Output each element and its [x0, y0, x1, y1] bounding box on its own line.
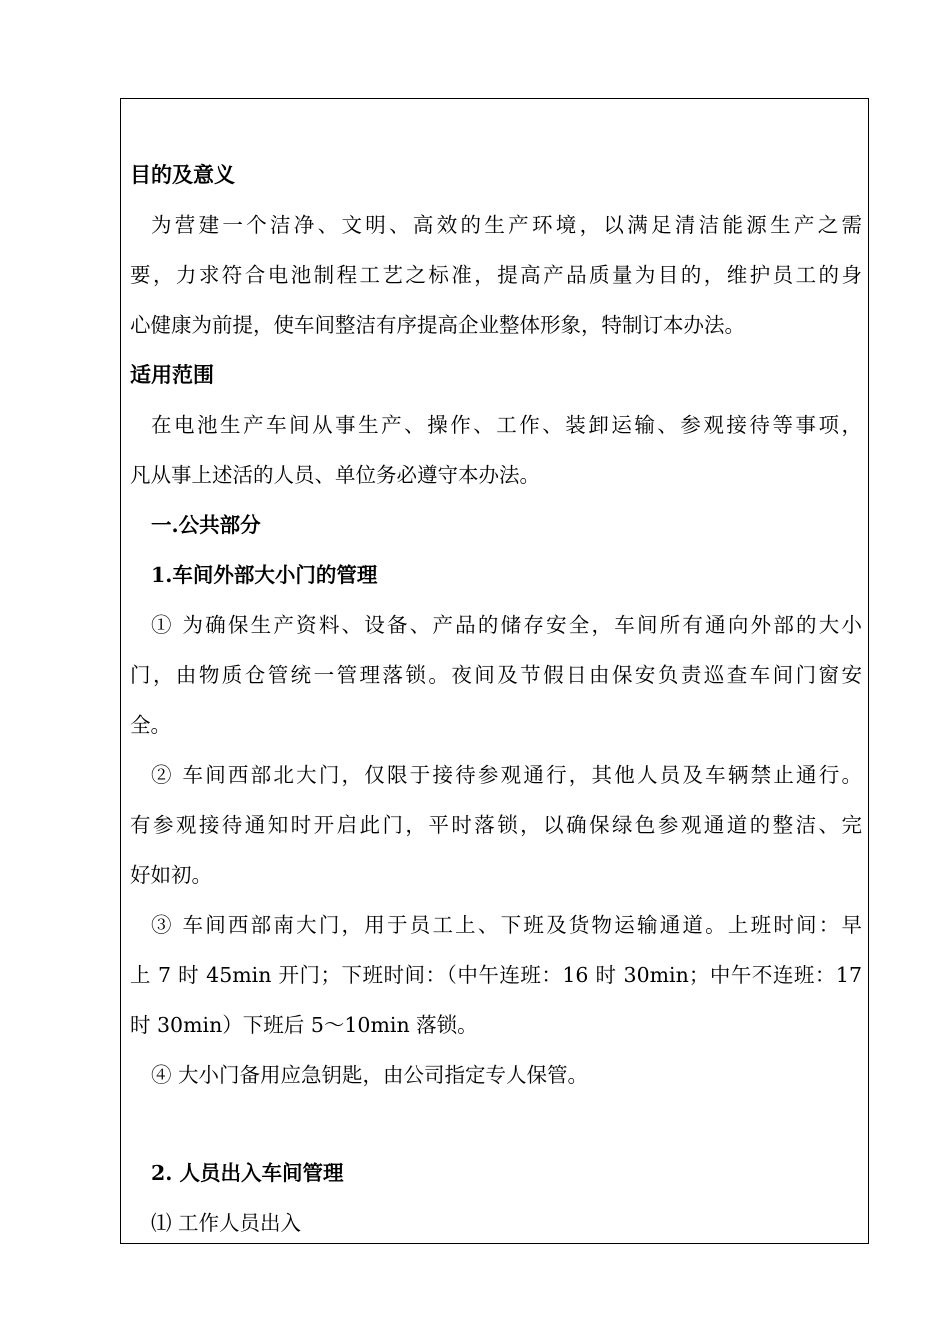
item-1-line-2: 门，由物质仓管统一管理落锁。夜间及节假日由保安负责巡查车间门窗安	[130, 663, 862, 687]
document-body	[130, 150, 862, 1248]
item-1-line-3: 全。	[130, 713, 171, 737]
purpose-line-1: 为营建一个洁净、文明、高效的生产环境，以满足清洁能源生产之需	[151, 213, 862, 237]
item-2-line-3: 好如初。	[130, 863, 212, 887]
blank-spacer	[130, 1100, 862, 1148]
scope-line-1: 在电池生产车间从事生产、操作、工作、装卸运输、参观接待等事项，	[151, 413, 862, 437]
subsection-1-title: 1.车间外部大小门的管理	[151, 563, 378, 587]
item-4-line: ④ 大小门备用应急钥匙，由公司指定专人保管。	[151, 1063, 589, 1087]
section-1-title: 一.公共部分	[151, 513, 261, 537]
subsection-2-item-1: ⑴ 工作人员出入	[151, 1211, 302, 1235]
item-2-line-1: ② 车间西部北大门，仅限于接待参观通行，其他人员及车辆禁止通行。	[151, 763, 862, 787]
item-1-line-1: ① 为确保生产资料、设备、产品的储存安全，车间所有通向外部的大小	[151, 613, 862, 637]
scope-line-2: 凡从事上述活的人员、单位务必遵守本办法。	[130, 463, 540, 487]
item-3-line-2: 上 7 时 45min 开门；下班时间：（中午连班：16 时 30min；中午不连班：17	[130, 963, 862, 987]
item-2-line-2: 有参观接待通知时开启此门，平时落锁，以确保绿色参观通道的整洁、完	[130, 813, 862, 837]
item-3-line-1: ③ 车间西部南大门，用于员工上、下班及货物运输通道。上班时间：早	[151, 913, 862, 937]
heading-scope: 适用范围	[130, 363, 214, 387]
subsection-2-title: 2. 人员出入车间管理	[151, 1161, 344, 1185]
item-3-line-3: 时 30min）下班后 5～10min 落锁。	[130, 1013, 478, 1037]
heading-purpose: 目的及意义	[130, 163, 235, 187]
purpose-line-3: 心健康为前提，使车间整洁有序提高企业整体形象，特制订本办法。	[130, 313, 745, 337]
purpose-line-2: 要，力求符合电池制程工艺之标准，提高产品质量为目的，维护员工的身	[130, 263, 862, 287]
